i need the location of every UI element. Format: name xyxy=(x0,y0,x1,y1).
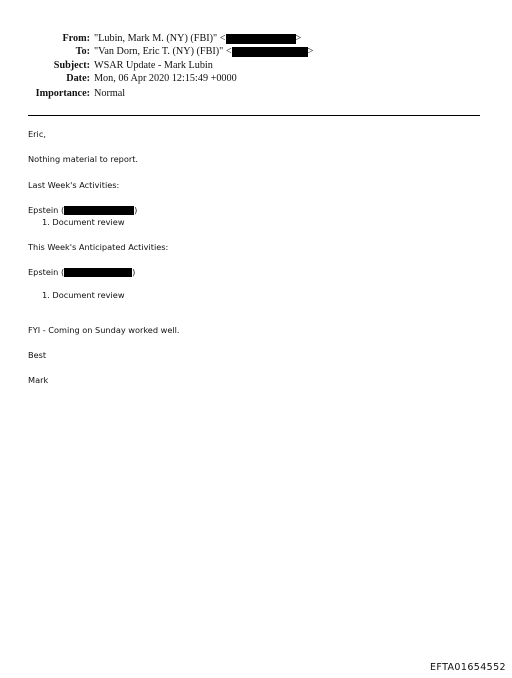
subject-value: WSAR Update - Mark Lubin xyxy=(94,59,213,71)
subject-row xyxy=(0,59,213,74)
to-close: > xyxy=(307,46,314,57)
list-item: 1. Document review xyxy=(42,290,125,300)
redaction-box xyxy=(64,206,134,215)
date-row xyxy=(0,72,237,87)
redaction-box xyxy=(232,47,308,57)
subject-label: Subject: xyxy=(53,59,90,71)
signature: Mark xyxy=(28,375,49,385)
to-value: "Van Dorn, Eric T. (NY) (FBI)" < xyxy=(94,46,232,57)
last-week-heading: Last Week's Activities: xyxy=(28,180,120,190)
importance-value: Normal xyxy=(94,88,126,99)
document-id: EFTA01654552 xyxy=(429,662,506,673)
last-week-subject xyxy=(28,205,137,216)
closing: Best xyxy=(28,350,47,360)
this-week-subject xyxy=(28,267,135,278)
subject-close: ) xyxy=(132,267,136,277)
redaction-box xyxy=(64,268,132,277)
date-value: Mon, 06 Apr 2020 12:15:49 +0000 xyxy=(94,73,237,84)
header-divider xyxy=(28,115,480,116)
body-line: Nothing material to report. xyxy=(28,154,139,164)
greeting: Eric, xyxy=(28,129,46,139)
this-week-heading: This Week's Anticipated Activities: xyxy=(28,242,169,252)
to-label: To: xyxy=(75,46,90,57)
fyi-line: FYI - Coming on Sunday worked well. xyxy=(28,325,180,335)
from-value: "Lubin, Mark M. (NY) (FBI)" < xyxy=(94,33,226,44)
to-row xyxy=(0,45,313,60)
from-label: From: xyxy=(62,33,90,44)
importance-row xyxy=(0,87,125,102)
subject-text: Epstein ( xyxy=(28,267,65,277)
date-label: Date: xyxy=(66,73,90,84)
importance-label: Importance: xyxy=(35,88,90,99)
subject-close: ) xyxy=(134,205,138,215)
list-item: 1. Document review xyxy=(42,217,125,227)
from-close: > xyxy=(295,33,302,44)
subject-text: Epstein ( xyxy=(28,205,65,215)
redaction-box xyxy=(226,34,296,44)
